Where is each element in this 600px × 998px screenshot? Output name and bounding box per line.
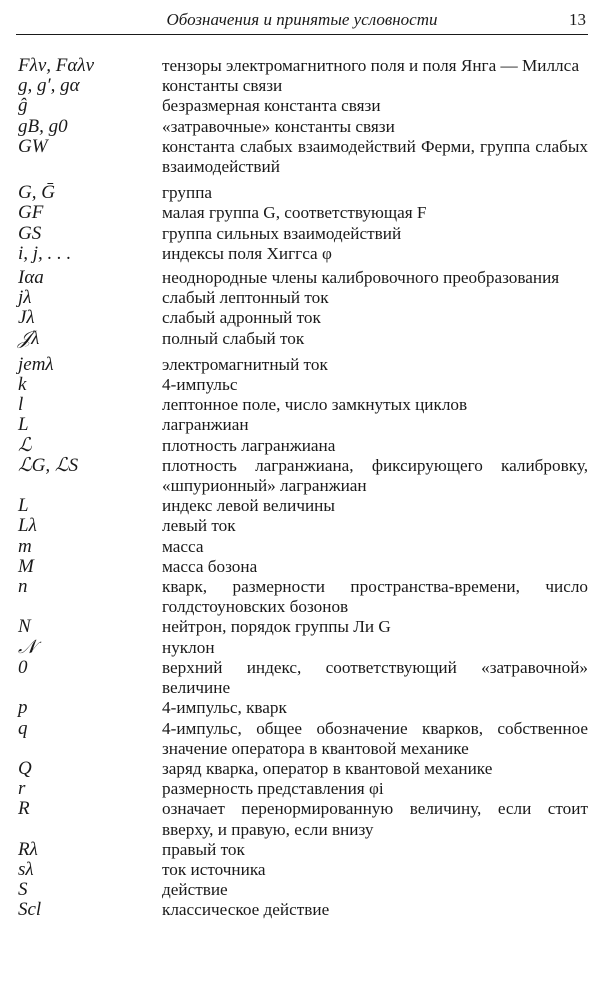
notation-entry: [18, 375, 588, 395]
description-text: левый ток: [162, 516, 236, 536]
running-header: [16, 8, 588, 35]
notation-entry: [18, 329, 588, 349]
notation-symbol: GS: [18, 222, 42, 244]
notation-symbol: Scl: [18, 899, 42, 921]
notation-description: [162, 698, 588, 718]
description-text: нуклон: [162, 637, 215, 657]
description-text: группа: [162, 183, 213, 203]
notation-entry: [18, 415, 588, 435]
notation-symbol: l: [18, 394, 24, 416]
notation-entry: [18, 719, 588, 759]
notation-entry: [18, 137, 588, 177]
description-text: кварк, размерности пространства-времени, число голдстоуновских бозонов: [162, 577, 588, 617]
notation-entry: [18, 537, 588, 557]
description-text: заряд кварка, оператор в квантовой механике: [162, 758, 493, 778]
notation-symbol: gB, g0: [18, 115, 68, 137]
notation-symbol: jemλ: [18, 353, 54, 375]
description-text: 4-импульс: [162, 375, 238, 395]
notation-entry: [18, 308, 588, 328]
notation-description: [162, 638, 588, 658]
notation-description: [162, 557, 588, 577]
notation-symbol: GF: [18, 202, 44, 224]
description-text: индекс левой величины: [162, 496, 335, 516]
notation-description: [162, 840, 588, 860]
description-text: означает перенормированную величину, если стоит вверху, и правую, если внизу: [162, 799, 588, 839]
notation-entry: [18, 436, 588, 456]
notation-symbol: ℒ: [18, 434, 32, 456]
notation-entry: [18, 880, 588, 900]
description-text: неоднородные члены калибровочного преобразования: [162, 268, 560, 288]
description-text: полный слабый ток: [162, 328, 305, 348]
notation-description: [162, 183, 588, 203]
notation-description: [162, 395, 588, 415]
description-text: лептонное поле, число замкнутых циклов: [162, 395, 468, 415]
notation-symbol: GW: [18, 135, 48, 157]
description-text: 4-импульс, общее обозначение кварков, собственное значение оператора в квантовой механике: [162, 718, 588, 758]
notation-description: [162, 203, 588, 223]
notation-description: [162, 496, 588, 516]
notation-symbol: 𝒩: [18, 636, 37, 658]
page-number: 13: [569, 10, 586, 29]
notation-description: [162, 759, 588, 779]
notation-entry: [18, 56, 588, 76]
notation-entry: [18, 117, 588, 137]
notation-description: [162, 117, 588, 137]
description-text: плотность лагранжиана: [162, 435, 336, 455]
notation-entry: [18, 799, 588, 839]
notation-description: [162, 137, 588, 177]
notation-description: [162, 76, 588, 96]
description-text: размерность представления φi: [162, 779, 384, 799]
notation-entry: [18, 557, 588, 577]
notation-entry: [18, 244, 588, 264]
notation-description: [162, 516, 588, 536]
notation-description: [162, 415, 588, 435]
notation-entry: [18, 698, 588, 718]
notation-entry: [18, 224, 588, 244]
notation-entry: [18, 203, 588, 223]
description-text: ток источника: [162, 859, 266, 879]
description-text: нейтрон, порядок группы Ли G: [162, 617, 391, 637]
description-text: правый ток: [162, 839, 245, 859]
description-text: плотность лагранжиана, фиксирующего калибровку, «шпурионный» лагранжиан: [162, 455, 588, 496]
notation-symbol: Lλ: [18, 515, 37, 537]
notation-symbol: ĝ: [18, 95, 28, 117]
notation-description: [162, 900, 588, 920]
notation-symbol: M: [18, 555, 34, 577]
notation-description: [162, 779, 588, 799]
description-text: тензоры электромагнитного поля и поля Янга — Миллса: [162, 56, 580, 75]
notation-symbol: i, j, . . .: [18, 242, 72, 264]
description-text: малая группа G, соответствующая F: [162, 203, 427, 223]
notation-description: [162, 658, 588, 698]
notation-entry: [18, 395, 588, 415]
notation-description: [162, 436, 588, 456]
notation-symbol: r: [18, 778, 26, 800]
notation-entry: [18, 779, 588, 799]
description-text: индексы поля Хиггса φ: [162, 243, 332, 263]
notation-symbol: 0: [18, 656, 28, 678]
notation-description: [162, 268, 588, 288]
notation-description: [162, 617, 588, 637]
notation-description: [162, 375, 588, 395]
notation-symbol: k: [18, 374, 27, 396]
notation-entry: [18, 516, 588, 536]
notation-description: [162, 577, 588, 617]
description-text: слабый адронный ток: [162, 308, 321, 328]
notation-description: [162, 537, 588, 557]
description-text: масса бозона: [162, 556, 258, 576]
notation-symbol: L: [18, 495, 29, 517]
notation-entry: [18, 840, 588, 860]
notation-symbol: Jλ: [18, 307, 35, 329]
description-text: группа сильных взаимодействий: [162, 223, 402, 243]
description-text: классическое действие: [162, 900, 330, 920]
notation-entry: [18, 658, 588, 698]
notation-entry: [18, 900, 588, 920]
notation-entry: [18, 288, 588, 308]
notation-symbol: g, g′, gα: [18, 75, 80, 97]
notation-symbol: R: [18, 798, 30, 820]
notation-entry: [18, 577, 588, 617]
notation-symbol: G, Ḡ: [18, 182, 55, 204]
notation-symbol: 𝒥λ: [18, 327, 40, 349]
notation-entry: [18, 456, 588, 496]
description-text: электромагнитный ток: [162, 354, 328, 374]
notation-symbol: ℒG, ℒS: [18, 454, 79, 476]
notation-symbol: p: [18, 697, 28, 719]
notation-description: [162, 860, 588, 880]
notation-description: [162, 329, 588, 349]
description-text: верхний индекс, соответствующий «затравочной» величине: [162, 657, 588, 698]
description-text: лагранжиан: [162, 415, 249, 435]
notation-list: [18, 56, 588, 921]
notation-entry: [18, 638, 588, 658]
notation-symbol: Iαa: [18, 267, 44, 289]
notation-entry: [18, 496, 588, 516]
notation-description: [162, 96, 588, 116]
notation-symbol: Rλ: [18, 838, 38, 860]
notation-symbol: m: [18, 535, 32, 557]
notation-description: [162, 224, 588, 244]
notation-description: [162, 880, 588, 900]
notation-description: [162, 355, 588, 375]
notation-entry: [18, 617, 588, 637]
description-text: слабый лептонный ток: [162, 288, 329, 308]
description-text: константы связи: [162, 76, 283, 96]
description-text: безразмерная константа связи: [162, 96, 381, 116]
notation-symbol: L: [18, 414, 29, 436]
notation-description: [162, 56, 588, 76]
notation-symbol: S: [18, 879, 28, 901]
notation-symbol: n: [18, 576, 28, 598]
notation-entry: [18, 183, 588, 203]
notation-symbol: Q: [18, 757, 32, 779]
description-text: константа слабых взаимодействий Ферми, группа слабых взаимодействий: [162, 136, 588, 177]
notation-description: [162, 456, 588, 496]
notation-entry: [18, 355, 588, 375]
notation-entry: [18, 860, 588, 880]
notation-description: [162, 244, 588, 264]
notation-entry: [18, 76, 588, 96]
header-title: Обозначения и принятые условности: [166, 10, 438, 29]
description-text: действие: [162, 880, 228, 900]
notation-symbol: jλ: [18, 287, 32, 309]
description-text: «затравочные» константы связи: [162, 116, 395, 136]
notation-symbol: q: [18, 717, 28, 739]
description-text: масса: [162, 536, 204, 556]
description-text: 4-импульс, кварк: [162, 698, 287, 718]
notation-symbol: sλ: [18, 858, 34, 880]
notation-description: [162, 288, 588, 308]
notation-description: [162, 308, 588, 328]
notation-entry: [18, 759, 588, 779]
notation-symbol: Fλν, Fαλν: [18, 55, 95, 76]
notation-symbol: N: [18, 616, 31, 638]
notation-entry: [18, 268, 588, 288]
notation-entry: [18, 96, 588, 116]
notation-description: [162, 799, 588, 839]
notation-description: [162, 719, 588, 759]
